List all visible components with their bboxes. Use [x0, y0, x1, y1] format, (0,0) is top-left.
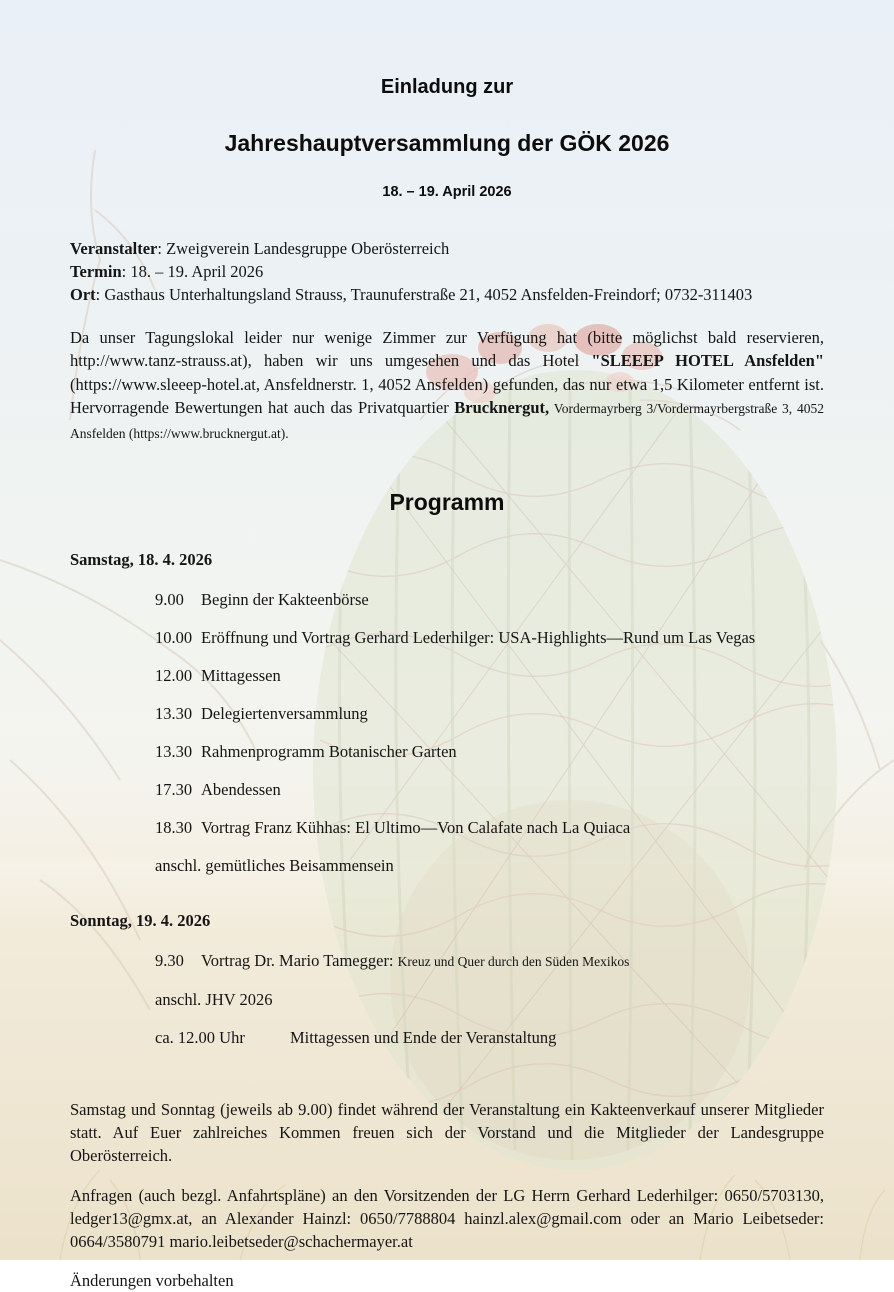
- detail-row-termin: [70, 260, 824, 283]
- program-text: Delegiertenversammlung: [201, 704, 368, 724]
- closing-note-changes: Änderungen vorbehalten: [70, 1271, 234, 1291]
- program-text: Mittagessen: [201, 666, 281, 686]
- document-title-line1: Einladung zur: [380, 76, 514, 98]
- detail-value: : 18. – 19. April 2026: [121, 262, 264, 281]
- program-time: 13.30: [155, 704, 193, 724]
- program-time: 10.00: [155, 628, 193, 648]
- program-day-title: Sonntag, 19. 4. 2026: [70, 911, 211, 931]
- intro-text: Da unser Tagungslokal leider nur wenige Zimmer zur Verfügung hat (bitte möglichst bald reservieren, http://www.tanz-strauss.at), haben wir uns umgesehen und das Hotel: [70, 328, 824, 371]
- program-text: Abendessen: [201, 780, 281, 800]
- detail-label: Ort: [70, 285, 96, 304]
- program-row: [155, 703, 824, 724]
- program-day-title: Samstag, 18. 4. 2026: [70, 550, 213, 570]
- detail-value: : Gasthaus Unterhaltungsland Strauss, Traunuferstraße 21, 4052 Ansfelden-Freindorf; 0732-311403: [95, 285, 753, 304]
- program-time: 17.30: [155, 780, 193, 800]
- program-day-sonntag: [70, 910, 824, 1048]
- program-time: ca. 12.00 Uhr: [155, 1028, 245, 1048]
- program-row: [155, 589, 824, 610]
- detail-label: Veranstalter: [70, 239, 158, 258]
- program-row: [155, 665, 824, 686]
- privatquartier-address-small: Vordermayrberg 3/Vordermayrbergstraße 3, 4052 Ansfelden (https://www.brucknergut.at).: [70, 401, 824, 441]
- program-day-samstag: [70, 549, 824, 876]
- program-row: [155, 1027, 824, 1048]
- program-text-run: Vortrag Dr. Mario Tamegger:: [201, 951, 398, 971]
- detail-row-ort: [70, 283, 824, 306]
- intro-paragraph: [70, 326, 824, 445]
- program-text: anschl. gemütliches Beisammensein: [155, 856, 394, 876]
- program-row: [155, 627, 824, 648]
- program-text: Vortrag Franz Kühhas: El Ultimo—Von Calafate nach La Quiaca: [201, 818, 631, 838]
- program-time: 9.30: [155, 951, 184, 971]
- program-heading: Programm: [389, 489, 505, 516]
- program-time: 13.30: [155, 742, 193, 762]
- program-text-small: Kreuz und Quer durch den Süden Mexikos: [397, 954, 630, 970]
- program-text: anschl. JHV 2026: [155, 990, 273, 1010]
- closing-paragraph-kakteenverkauf: Samstag und Sonntag (jeweils ab 9.00) findet während der Veranstaltung ein Kakteenverkauf unserer Mitglieder statt. Auf Euer zahlreiches Kommen freuen sich der Vorstand und die Mitglieder der Landesgruppe Oberösterreich.: [70, 1100, 824, 1166]
- program-text: Mittagessen und Ende der Veranstaltung: [290, 1028, 557, 1048]
- program-rows: [155, 950, 824, 1048]
- program-row: [155, 989, 824, 1010]
- program-rows: [155, 589, 824, 876]
- program-text: [201, 950, 629, 972]
- document-title-line2: Jahreshauptversammlung der GÖK 2026: [224, 130, 670, 156]
- program-row: [155, 950, 824, 972]
- closing-paragraph-contacts: Anfragen (auch bezgl. Anfahrtspläne) an den Vorsitzenden der LG Herrn Gerhard Lederhilger: 0650/5703130, ledger13@gmx.at, an Alexander Hainzl: 0650/7788804 hainzl.alex@gmail.com oder an Mario Leibetseder: 0664/3580791 mario.leibetseder@schachermayer.at: [70, 1185, 824, 1251]
- program-time: 12.00: [155, 666, 193, 686]
- program-text: Eröffnung und Vortrag Gerhard Lederhilger: USA-Highlights—Rund um Las Vegas: [201, 628, 756, 648]
- event-date: 18. – 19. April 2026: [382, 184, 512, 200]
- detail-row-veranstalter: [70, 237, 824, 260]
- detail-value: : Zweigverein Landesgruppe Oberösterreich: [157, 239, 450, 258]
- program-row: [155, 779, 824, 800]
- program-text: Beginn der Kakteenbörse: [201, 590, 369, 610]
- hotel-name-bold: "SLEEEP HOTEL Ansfelden": [591, 351, 824, 371]
- program-time: 18.30: [155, 818, 193, 838]
- privatquartier-name-bold: Brucknergut,: [454, 398, 550, 418]
- detail-label: Termin: [70, 262, 122, 281]
- event-details: [70, 237, 824, 306]
- program-row: [155, 817, 824, 838]
- program-text: Rahmenprogramm Botanischer Garten: [201, 742, 457, 762]
- program-time: 9.00: [155, 590, 184, 610]
- program-row: [155, 741, 824, 762]
- program-row: [155, 855, 824, 876]
- intro-text: (https://www.sleeep-hotel.at, Ansfeldnerstr. 1, 4052 Ansfelden) gefunden, das nur etwa 1,5 Kilometer entfernt ist. Hervorragende Bewertungen hat auch das Privatquartier: [70, 374, 824, 418]
